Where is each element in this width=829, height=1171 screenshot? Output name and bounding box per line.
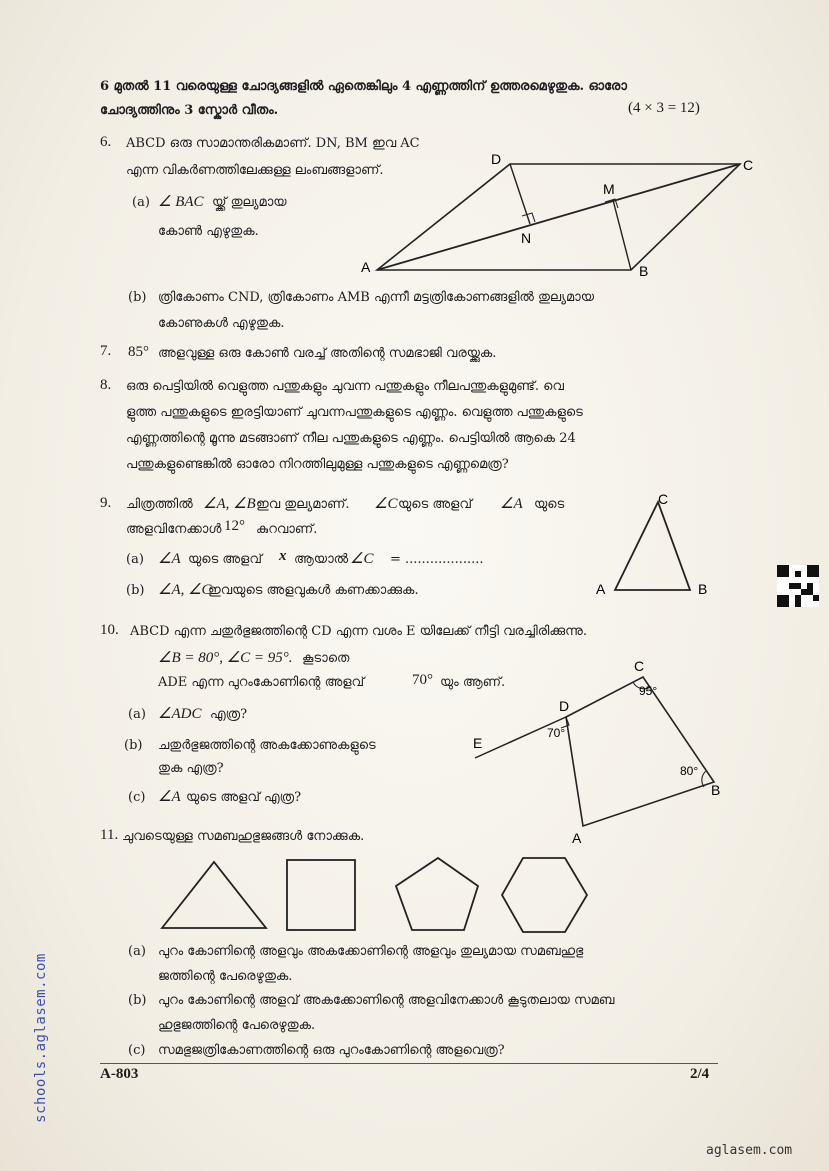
- hexagon-shape: [502, 858, 587, 932]
- q10-label-b: B: [711, 782, 721, 798]
- q11-polygons-figure: [150, 850, 610, 935]
- q9-line-1-end: യുടെ: [534, 497, 565, 512]
- q10-label-c: C: [634, 658, 645, 674]
- q6-label-n: N: [521, 230, 532, 246]
- q6-label-a: A: [361, 259, 371, 275]
- q10-line-1: ABCD എന്ന ചതുർഭുജത്തിന്റെ CD എന്ന വശം E യിലേക്ക് നീട്ടി വരച്ചിരിക്കുന്നു.: [130, 624, 587, 639]
- q9-triangle-figure: [590, 490, 720, 600]
- q10-label-70: 70°: [547, 726, 566, 740]
- q8-line-3: എണ്ണത്തിന്റെ മൂന്നു മടങ്ങാണ് നീല പന്തുകളുടെ എണ്ണം. പെട്ടിയിൽ ആകെ 24: [126, 431, 576, 446]
- q11c-text: സമഭുജത്രികോണത്തിന്റെ ഒരു പുറംകോണിന്റെ അളവെത്ര?: [158, 1043, 505, 1058]
- q6a-line-2: കോൺ എഴുതുക.: [158, 224, 259, 239]
- q6b-line-2: കോണുകൾ എഴുതുക.: [158, 316, 285, 331]
- q6a-label: (a): [132, 195, 150, 210]
- q8-line-4: പന്തുകളുണ്ടെങ്കിൽ ഓരോ നിറത്തിലുമുള്ള പന്തുകളുടെ എണ്ണമെത്ര?: [126, 457, 509, 472]
- q9-number: 9.: [100, 495, 112, 511]
- q11b-line-2: ഹുഭുജത്തിന്റെ പേരെഴുതുക.: [158, 1018, 316, 1033]
- q9-line-1-pre: ചിത്രത്തിൽ: [126, 497, 193, 512]
- q9-line-2-pre: അളവിനേക്കാൾ: [126, 522, 222, 537]
- q6a-text: യ്ക്ക് തുല്യമായ: [212, 195, 287, 210]
- q9-label-a: A: [596, 581, 606, 597]
- q10-quadrilateral-figure: [465, 655, 735, 850]
- q6-number: 6.: [100, 134, 112, 150]
- q10a-text: എത്ര?: [210, 707, 248, 722]
- q10c-label: (c): [128, 790, 146, 805]
- q6-parallelogram-figure: [355, 150, 765, 280]
- q6-label-m: M: [603, 181, 615, 197]
- q10b-line-2: തുക എത്ര?: [158, 761, 224, 776]
- q11b-line-1: പുറം കോണിന്റെ അളവ് അകക്കോണിന്റെ അളവിനേക്കാൾ കൂടുതലായ സമബ: [158, 993, 615, 1008]
- score-marks: (4 × 3 = 12): [628, 100, 700, 116]
- q9-line-1-math2: ∠C: [374, 496, 398, 512]
- q8-line-1: ഒരു പെട്ടിയിൽ വെളുത്ത പന്തുകളും ചുവന്ന പന്തുകളും നീലപന്തുകളുമുണ്ട്. വെ: [126, 379, 564, 394]
- q10-label-80: 80°: [680, 764, 699, 778]
- q6a-math: ∠ BAC: [158, 194, 204, 210]
- q9b-text: ഇവയുടെ അളവുകൾ കണക്കാക്കുക.: [208, 583, 419, 598]
- page-number: 2/4: [690, 1066, 710, 1082]
- q6b-line-1: ത്രികോണം CND, ത്രികോണം AMB എന്നീ മട്ടത്രികോണങ്ങളിൽ തുല്യമായ: [158, 290, 595, 305]
- q10-label-95: 95°: [639, 684, 658, 698]
- q9b-math: ∠A, ∠C: [158, 582, 212, 598]
- q6b-label: (b): [128, 290, 147, 305]
- q8-line-2: ളുത്ത പന്തുകളുടെ ഇരട്ടിയാണ് ചുവന്നപന്തുകളുടെ എണ്ണം. വെളുത്ത പന്തുകളുടെ: [126, 405, 583, 420]
- q6-label-b: B: [639, 263, 649, 279]
- q9a-math-2: ∠C: [350, 551, 374, 567]
- q11c-label: (c): [128, 1043, 146, 1058]
- q9-line-1-math: ∠A, ∠B: [203, 496, 256, 512]
- instruction-line-1: 6 മുതൽ 11 വരെയുള്ള ചോദ്യങ്ങളിൽ ഏതെങ്കിലും 4 എണ്ണത്തിന് ഉത്തരമെഴുതുക. ഓരോ: [100, 79, 627, 94]
- square-shape: [287, 860, 355, 930]
- footer-divider: [100, 1063, 718, 1064]
- q8-number: 8.: [100, 377, 112, 393]
- q9a-blank: = ...................: [390, 552, 484, 567]
- q9-line-1-math3: ∠A: [500, 496, 523, 512]
- q6-label-c: C: [743, 157, 754, 173]
- q10-number: 10.: [100, 622, 119, 638]
- q6-line-1: ABCD ഒരു സാമാന്തരികമാണ്. DN, BM ഇവ AC: [126, 136, 420, 151]
- q9b-label: (b): [126, 583, 145, 598]
- instruction-line-2: ചോദ്യത്തിനും 3 സ്കോർ വീതം.: [100, 103, 279, 118]
- q10-label-a: A: [572, 830, 582, 846]
- q9a-math: ∠A: [158, 551, 181, 567]
- q10-line-3-end: യും ആണ്.: [440, 675, 506, 690]
- q9-line-1-mid: ഇവ തുല്യമാണ്.: [256, 497, 350, 512]
- q10-line-3-pre: ADE എന്ന പുറംകോണിന്റെ അളവ്: [158, 675, 365, 690]
- q11a-label: (a): [128, 944, 146, 959]
- q10b-line-1: ചതുർഭുജത്തിന്റെ അകക്കോണുകളുടെ: [158, 738, 376, 753]
- q9a-text: യുടെ അളവ്: [188, 552, 262, 567]
- q10b-label: (b): [124, 738, 143, 753]
- q9-line-2-math: 12°: [224, 518, 245, 534]
- q7-number: 7.: [100, 343, 112, 359]
- q9-line-1-mid2: യുടെ അളവ്: [398, 497, 472, 512]
- q9-label-b: B: [698, 581, 708, 597]
- q10c-text: യുടെ അളവ് എത്ര?: [186, 790, 302, 805]
- q9a-text-2: ആയാൽ: [294, 552, 349, 567]
- side-watermark: schools.aglasem.com: [32, 953, 49, 1123]
- q11a-line-2: ജത്തിന്റെ പേരെഴുതുക.: [158, 969, 293, 984]
- q10c-math: ∠A: [158, 789, 181, 805]
- q6-line-2: എന്ന വികർണത്തിലേക്കുള്ള ലംബങ്ങളാണ്.: [126, 163, 384, 178]
- q11-intro: ചുവടെയുള്ള സമബഹുഭുജങ്ങൾ നോക്കുക.: [122, 829, 365, 844]
- q10a-label: (a): [128, 707, 146, 722]
- q9a-label: (a): [126, 552, 144, 567]
- question-paper-code: A-803: [100, 1066, 139, 1082]
- q10a-math: ∠ADC: [158, 706, 202, 722]
- q11a-line-1: പുറം കോണിന്റെ അളവും അകക്കോണിന്റെ അളവും തുല്യമായ സമബഹുഭു: [158, 944, 584, 959]
- qr-code-icon: [777, 565, 819, 607]
- q10-line-2-math: ∠B = 80°, ∠C = 95°.: [158, 650, 293, 666]
- q9-label-c: C: [658, 491, 669, 507]
- q10-label-e: E: [473, 735, 483, 751]
- q7-text: അളവുള്ള ഒരു കോൺ വരച്ച് അതിന്റെ സമഭാജി വരയ്ക്കുക.: [158, 346, 497, 361]
- q9-line-2-end: കുറവാണ്.: [256, 522, 318, 537]
- pentagon-shape: [396, 858, 478, 930]
- q9a-var: x: [279, 548, 287, 564]
- q6-label-d: D: [491, 151, 502, 167]
- q7-angle: 85°: [128, 344, 149, 360]
- q10-line-2-end: കൂടാതെ: [302, 651, 350, 666]
- triangle-shape: [162, 862, 266, 928]
- q10-line-3-math: 70°: [412, 672, 433, 688]
- q11b-label: (b): [128, 993, 147, 1008]
- bottom-watermark: aglasem.com: [706, 1143, 793, 1158]
- q11-number: 11.: [100, 827, 119, 843]
- q10-label-d: D: [559, 698, 570, 714]
